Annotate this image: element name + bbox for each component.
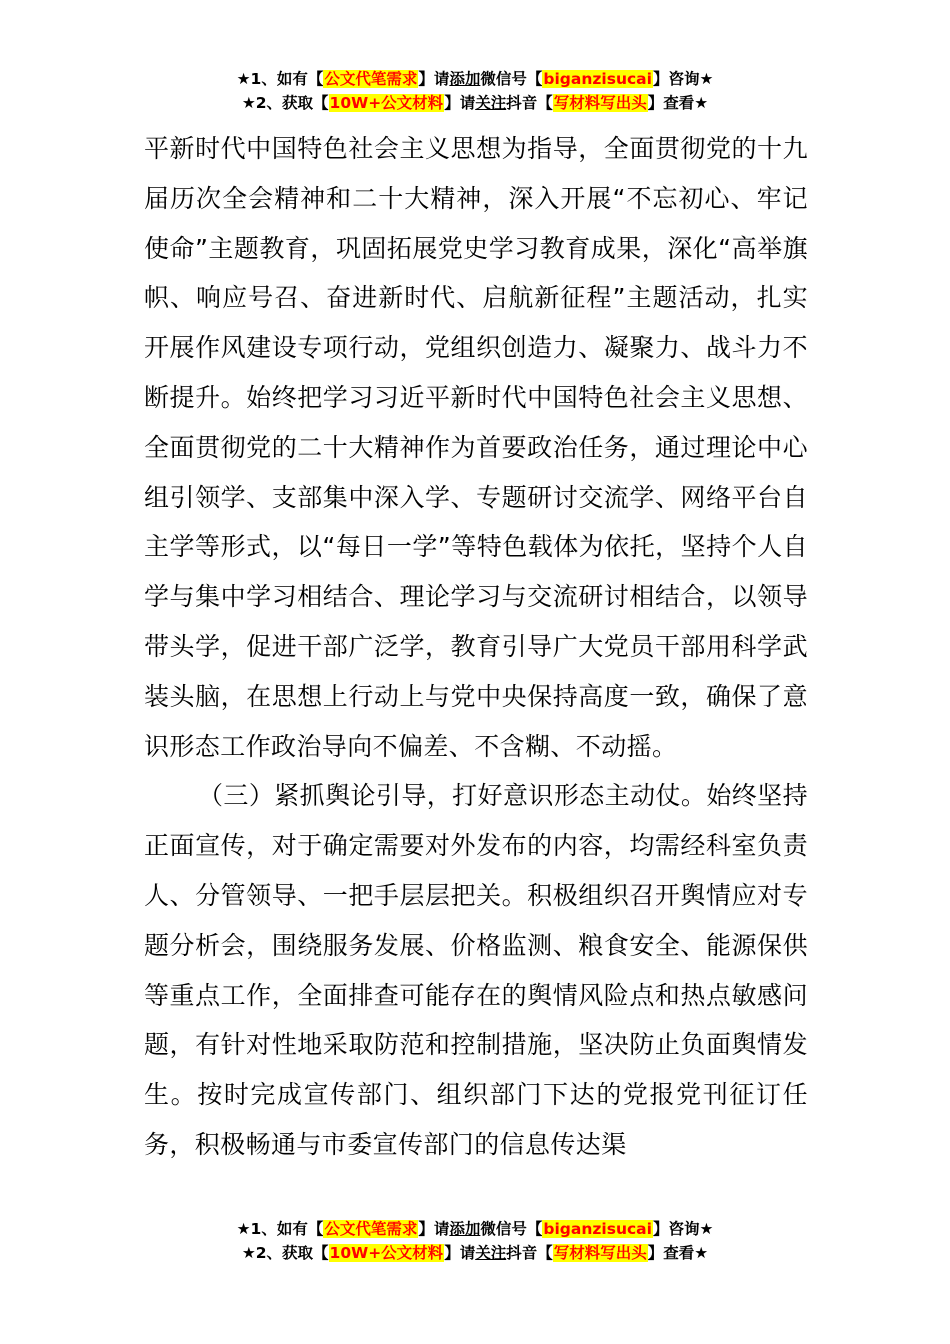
highlight-wechat-id: biganzisucai xyxy=(543,1220,652,1238)
document-body xyxy=(144,124,808,1170)
highlight-materials: 10W+公文材料 xyxy=(329,1244,444,1262)
body-paragraph-1: 平新时代中国特色社会主义思想为指导，全面贯彻党的十九届历次全会精神和二十大精神，深入开展“不忘初心、牢记使命”主题教育，巩固拓展党史学习教育成果，深化“高举旗帜、响应号召、奋进新时代、启航新征程”主题活动，扎实开展作风建设专项行动，党组织创造力、凝聚力、战斗力不断提升。始终把学习习近平新时代中国特色社会主义思想、全面贯彻党的二十大精神作为首要政治任务，通过理论中心组引领学、支部集中深入学、专题研讨交流学、网络平台自主学等形式，以“每日一学”等特色载体为依托，坚持个人自学与集中学习相结合、理论学习与交流研讨相结合，以领导带头学，促进干部广泛学，教育引导广大党员干部用科学武装头脑，在思想上行动上与党中央保持高度一致，确保了意识形态工作政治导向不偏差、不含糊、不动摇。 xyxy=(144,134,808,761)
highlight-writing-service: 公文代笔需求 xyxy=(324,70,418,88)
footer-banner xyxy=(0,1217,950,1265)
banner-line-2: ★2、获取【10W+公文材料】请关注抖音【写材料写出头】查看★ xyxy=(241,94,709,112)
banner-line-1: ★1、如有【公文代笔需求】请添加微信号【biganzisucai】咨询★ xyxy=(236,1220,714,1238)
banner-line-1: ★1、如有【公文代笔需求】请添加微信号【biganzisucai】咨询★ xyxy=(236,70,714,88)
highlight-douyin-account: 写材料写出头 xyxy=(553,94,647,112)
highlight-materials: 10W+公文材料 xyxy=(329,94,444,112)
banner-line-2: ★2、获取【10W+公文材料】请关注抖音【写材料写出头】查看★ xyxy=(241,1244,709,1262)
highlight-writing-service: 公文代笔需求 xyxy=(324,1220,418,1238)
body-paragraph-2: （三）紧抓舆论引导，打好意识形态主动仗。始终坚持正面宣传，对于确定需要对外发布的内容，均需经科室负责人、分管领导、一把手层层把关。积极组织召开舆情应对专题分析会，围绕服务发展、价格监测、粮食安全、能源保供等重点工作，全面排查可能存在的舆情风险点和热点敏感问题，有针对性地采取防范和控制措施，坚决防止负面舆情发生。按时完成宣传部门、组织部门下达的党报党刊征订任务，积极畅通与市委宣传部门的信息传达渠 xyxy=(144,781,808,1159)
highlight-douyin-account: 写材料写出头 xyxy=(553,1244,647,1262)
highlight-wechat-id: biganzisucai xyxy=(543,70,652,88)
header-banner xyxy=(0,67,950,115)
